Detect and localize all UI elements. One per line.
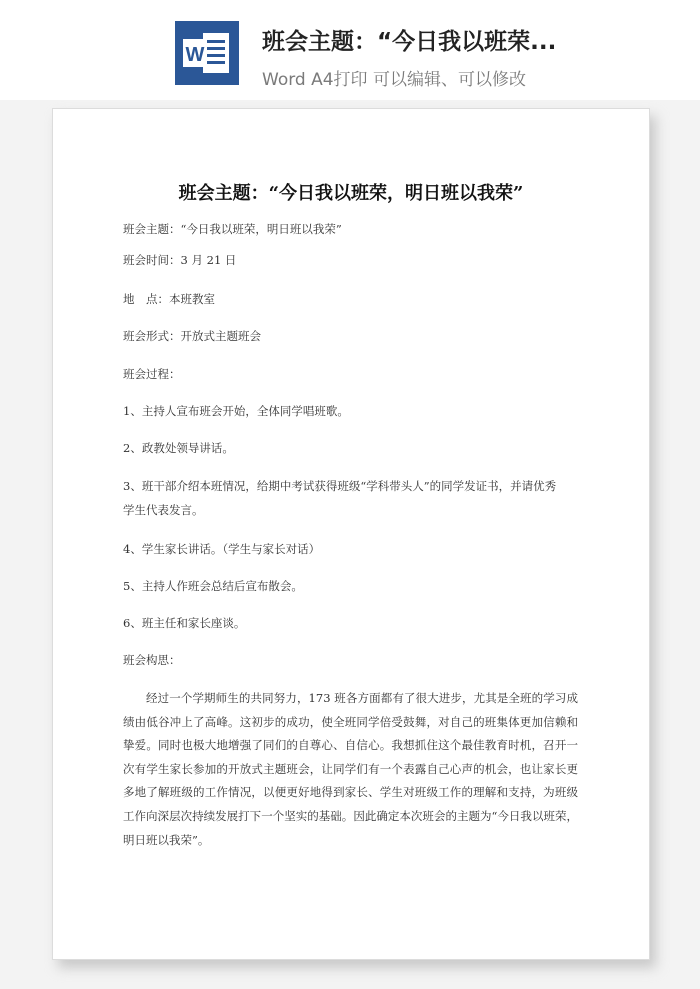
header-subtitle: Word A4打印 可以编辑、可以修改 [262, 70, 526, 90]
doc-line-step-6: 6、班主任和家长座谈。 [123, 616, 246, 630]
word-icon [175, 21, 239, 85]
doc-line-format: 班会形式：开放式主题班会 [123, 329, 261, 343]
doc-line-step-2: 2、政教处领导讲话。 [123, 441, 234, 455]
header-title: 班会主题：“今日我以班荣... [262, 29, 557, 55]
document-page [52, 108, 650, 960]
header-bar [0, 0, 700, 100]
document-title: 班会主题：“今日我以班荣，明日班以我荣” [178, 183, 524, 204]
doc-line-place: 地 点：本班教室 [123, 292, 215, 306]
doc-line-step-3: 3、班干部介绍本班情况，给期中考试获得班级“学科带头人”的同学发证书，并请优秀 [123, 479, 557, 493]
doc-line-step-1: 1、主持人宣布班会开始，全体同学唱班歌。 [123, 404, 349, 418]
doc-line-step-4: 4、学生家长讲话。（学生与家长对话） [123, 542, 321, 556]
doc-line-theme: 班会主题：“今日我以班荣，明日班以我荣” [123, 222, 342, 236]
doc-line-concept: 班会构思： [123, 653, 181, 667]
doc-paragraph: 经过一个学期师生的共同努力，173 班各方面都有了很大进步，尤其是全班的学习成绩由低谷冲上了高峰。这初步的成功，使全班同学倍受鼓舞，对自己的班集体更加信赖和挚爱。同时也极大地增强了同们的自尊心、自信心。我想抓住这个最佳教育时机，召开一次有学生家长参加的开放式主题班会，让同学们有一个表露自己心声的机会，也让家长更多地了解班级的工作情况，以便更好地得到家长、学生对班级工作的理解和支持，为班级工作向深层次持续发展打下一个坚实的基础。因此确定本次班会的主题为“今日我以班荣，明日班以我荣”。 [123, 691, 578, 847]
doc-line-step-5: 5、主持人作班会总结后宣布散会。 [123, 579, 303, 593]
doc-line-process: 班会过程： [123, 367, 181, 381]
svg-text:W: W [185, 44, 205, 66]
doc-line-step-3-cont: 学生代表发言。 [123, 503, 204, 517]
doc-line-time: 班会时间：3 月 21 日 [123, 253, 237, 267]
